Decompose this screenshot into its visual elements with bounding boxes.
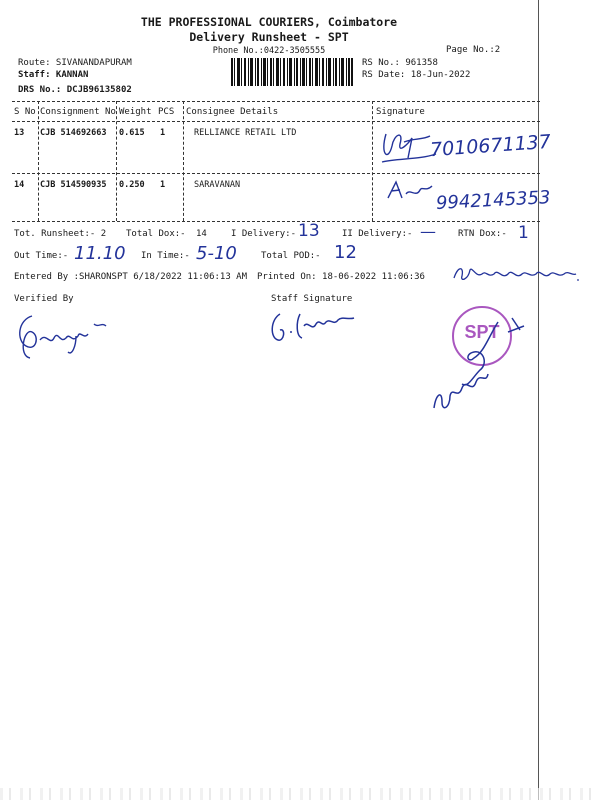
ii-delivery-value: — [420,222,436,241]
row-weight: 0.615 [119,128,145,138]
document-title: Delivery Runsheet - SPT [189,30,349,44]
verified-signature [14,306,110,368]
in-time-label: In Time:- [141,251,190,261]
header-weight: Weight [119,107,152,117]
col-divider [38,101,39,221]
handwritten-tamil-note [452,262,580,288]
rs-date: RS Date: 18-Jun-2022 [362,70,471,80]
ii-delivery-label: II Delivery:- [342,229,413,239]
page-number: Page No.:2 [446,45,501,55]
row-pcs: 1 [160,180,166,190]
barcode [231,58,353,86]
out-time-value: 11.10 [74,243,126,264]
table-header-border [12,121,540,122]
handwritten-signature-2 [386,178,436,206]
total-pod-label: Total POD:- [261,251,321,261]
header-consignee: Consignee Details [186,107,279,117]
drs-number: DRS No.: DCJB96135802 [18,85,132,95]
rs-number: RS No.: 961358 [362,58,438,68]
col-divider [116,101,117,221]
staff-label: Staff: KANNAN [18,70,89,80]
tot-runsheet: Tot. Runsheet:- 2 [14,229,107,239]
col-divider [372,101,373,221]
row-weight: 0.250 [119,180,145,190]
stamp-text: SPT [464,322,500,342]
staff-handwritten-signature [268,306,358,350]
staff-signature-label: Staff Signature [271,294,353,304]
row-sno: 13 [14,128,25,138]
entered-by: Entered By :SHARONSPT 6/18/2022 11:06:13 AM [14,272,247,282]
out-time-label: Out Time:- [14,251,69,261]
rtn-dox-label: RTN Dox:- [458,229,507,239]
stamp-signature [428,308,536,422]
header-signature: Signature [376,107,425,117]
row-sno: 14 [14,180,25,190]
row-consignee: SARAVANAN [194,180,241,190]
phone-number: Phone No.:0422-3505555 [212,46,326,56]
total-pod-value: 12 [334,242,357,263]
printed-on: Printed On: 18-06-2022 11:06:36 [257,272,425,282]
in-time-value: 5-10 [196,243,237,264]
rtn-dox-value: 1 [518,223,529,243]
handwritten-phone-2: 9942145353 [435,187,552,214]
col-divider [183,101,184,221]
company-title: THE PROFESSIONAL COURIERS, Coimbatore [140,15,398,29]
page-edge-line [538,0,539,800]
i-delivery-value: 13 [298,221,320,241]
total-dox-label: Total Dox:- [126,229,186,239]
route-label: Route: SIVANANDAPURAM [18,58,132,68]
handwritten-phone-1: 7010671137 [429,130,552,162]
verified-by-label: Verified By [14,294,74,304]
table-bottom-border [12,221,540,222]
row-consignment: CJB 514590935 [40,180,107,190]
row-consignment: CJB 514692663 [40,128,107,138]
scan-artifact-strip [0,788,600,800]
table-top-border [12,101,540,102]
header-pcs: PCS [158,107,175,117]
total-dox-value: 14 [196,229,207,239]
row-consignee: RELLIANCE RETAIL LTD [194,128,297,138]
header-consignment: Consignment No [40,107,116,117]
i-delivery-label: I Delivery:- [231,229,297,239]
table-row-divider [12,173,540,174]
header-sno: S No [14,107,36,117]
row-pcs: 1 [160,128,166,138]
